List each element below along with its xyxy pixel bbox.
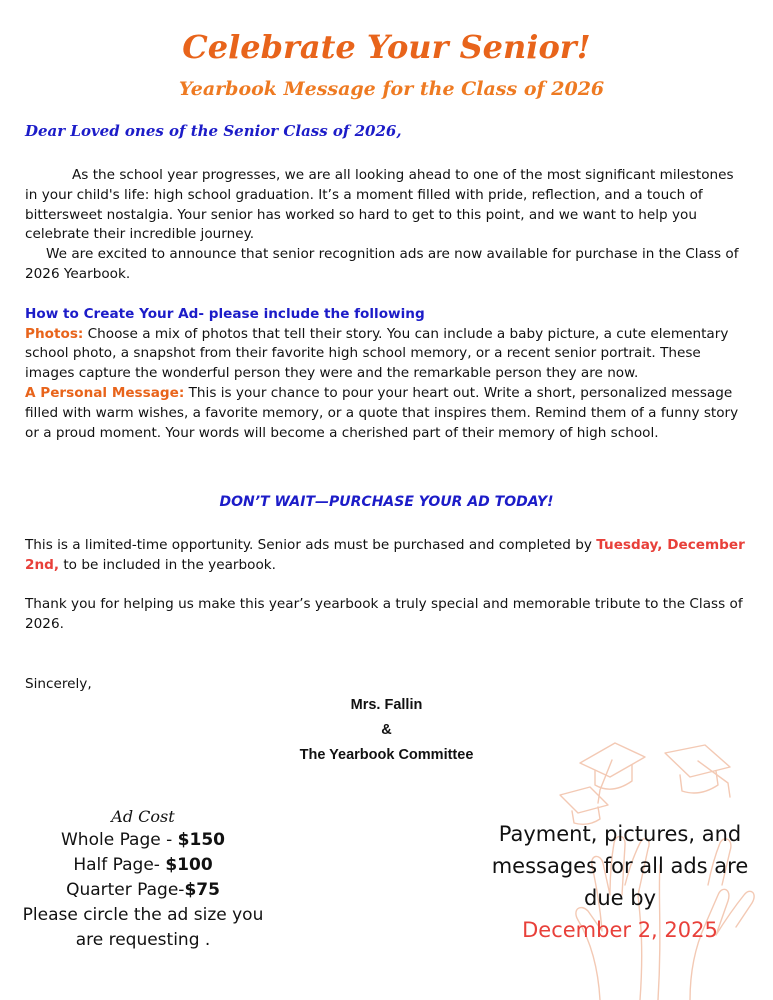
deadline-paragraph	[25, 536, 750, 576]
photos-paragraph	[25, 325, 750, 384]
graduation-cap-icon	[665, 745, 730, 797]
photos-text: Choose a mix of photos that tell their story. You can include a baby picture, a cute elementary school photo, a snapshot from their favorite high school memory, or a recent senior portrait. These images capture the wonderful person they were and the remarkable person they are now.	[25, 325, 729, 382]
payment-text: Payment, pictures, and messages for all ads are due by	[491, 822, 749, 910]
deadline-date: Tuesday, December 2nd,	[25, 537, 745, 573]
greeting: Dear Loved ones of the Senior Class of 2026,	[25, 122, 402, 140]
signature-committee: The Yearbook Committee	[299, 747, 474, 763]
signature-name: Mrs. Fallin	[350, 697, 423, 713]
whole-page-price: Whole Page - $150	[61, 830, 225, 850]
payment-due-date: December 2, 2025	[522, 918, 718, 942]
how-to-heading: How to Create Your Ad- please include the following	[25, 305, 425, 322]
graduation-cap-icon	[580, 743, 645, 803]
deadline-text-before: This is a limited-time opportunity. Senior ads must be purchased and completed by	[25, 537, 597, 553]
photos-label: Photos:	[25, 325, 84, 342]
payment-notice	[488, 818, 752, 946]
signature-ampersand: &	[381, 722, 392, 738]
deadline-text-after: to be included in the yearbook.	[59, 556, 276, 573]
intro-paragraph-1: As the school year progresses, we are all looking ahead to one of the most significant milestones in your child's life: high school graduation. It’s a moment filled with pride, reflection, and a touch of bittersweet nostalgia. Your senior has worked so hard to get to this point, and we want to help you celebrate their incredible journey.	[25, 167, 734, 243]
letter-body	[25, 166, 750, 443]
half-page-price: Half Page- $100	[73, 855, 213, 875]
message-paragraph	[25, 384, 750, 443]
ad-cost-box	[18, 806, 268, 953]
page-title: Celebrate Your Senior!	[182, 28, 591, 66]
call-to-action: DON’T WAIT—PURCHASE YOUR AD TODAY!	[219, 494, 554, 510]
circle-size-note: Please circle the ad size you are requesting .	[22, 905, 264, 950]
message-label: A Personal Message:	[25, 384, 185, 401]
thanks-paragraph: Thank you for helping us make this year’s yearbook a truly special and memorable tribute to the Class of 2026.	[25, 596, 743, 632]
intro-paragraph-2: We are excited to announce that senior recognition ads are now available for purchase in the Class of 2026 Yearbook.	[25, 246, 739, 282]
page-subtitle: Yearbook Message for the Class of 2026	[178, 78, 605, 100]
ad-cost-title: Ad Cost	[111, 807, 175, 826]
quarter-page-price: Quarter Page-$75	[66, 880, 220, 900]
message-text: This is your chance to pour your heart out. Write a short, personalized message filled with warm wishes, a favorite memory, or a quote that inspires them. Remind them of a funny story or a proud moment. Your words will become a cherished part of their memory of high school.	[25, 384, 739, 441]
sincerely: Sincerely,	[25, 676, 92, 692]
